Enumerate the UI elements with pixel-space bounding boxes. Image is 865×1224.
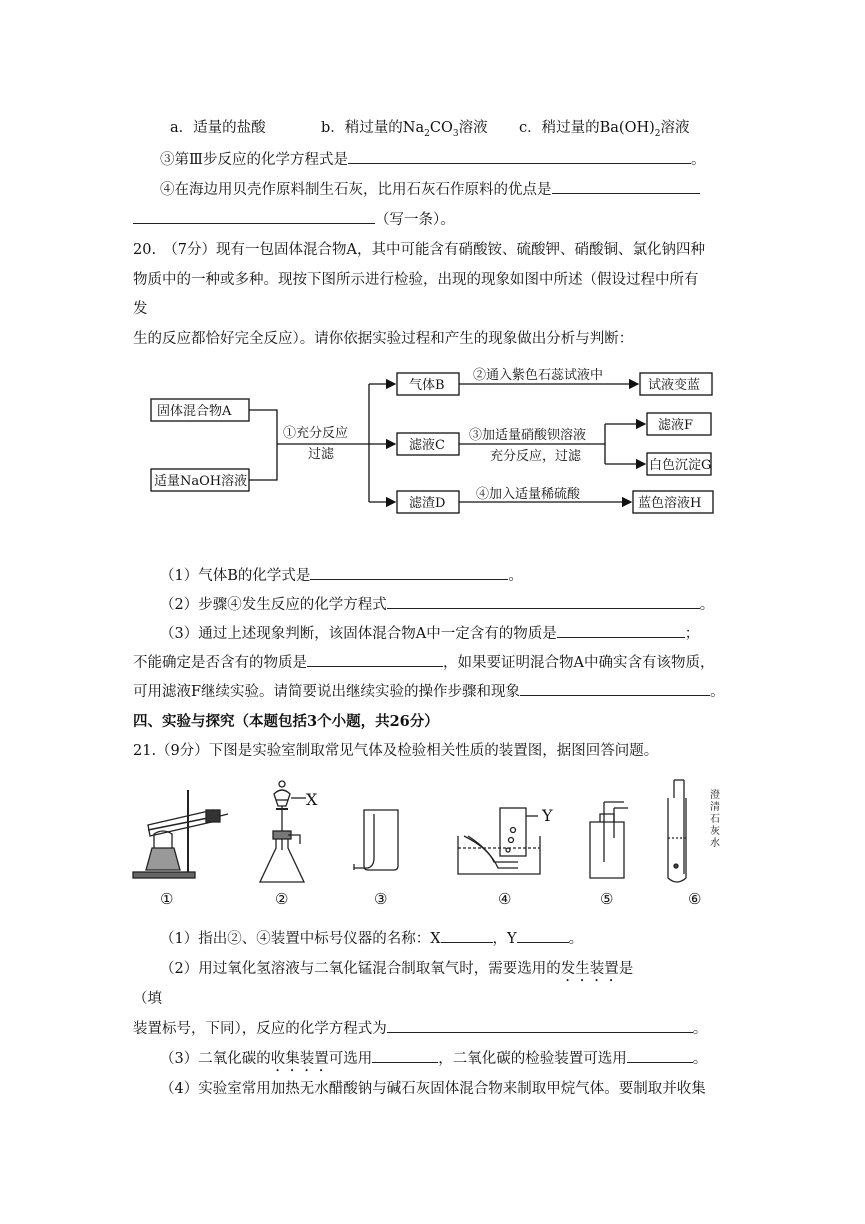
- step1-label-2: 过滤: [308, 447, 335, 462]
- q21-p2-cont: （填: [133, 991, 162, 1007]
- apparatus-3: [354, 810, 398, 870]
- box-precipitate-g: 白色沉淀G: [649, 458, 712, 473]
- box-naoh: 适量NaOH溶液: [154, 474, 248, 489]
- svg-text:灰: 灰: [710, 826, 720, 837]
- q20-p2: （2）步骤④发生反应的化学方程式 。: [160, 593, 714, 614]
- q21-p2: （2）用过氧化氢溶液与二氧化锰混合制取氧气时，需要选用的发生装置是: [160, 961, 634, 977]
- q20-p3c: 可用滤液F继续实验。请简要说出继续实验的操作步骤和现象 。: [133, 680, 725, 701]
- q21-apparatus-figure: [128, 778, 733, 908]
- answer-blank[interactable]: [348, 148, 691, 164]
- answer-blank[interactable]: [387, 1017, 693, 1033]
- q21-p3: （3）二氧化碳的收集装置可选用 ，二氧化碳的检验装置可选用 。: [160, 1047, 707, 1075]
- q20-p3b: 不能确定是否含有的物质是 ，如果要证明混合物A中确实含有该物质，: [133, 651, 714, 672]
- step4-label: ④加入适量稀硫酸: [476, 487, 581, 502]
- q19-option-c: c．稍过量的$Ba(OH)_2$溶液: [519, 120, 690, 139]
- q20-p3: （3）通过上述现象判断，该固体混合物A中一定含有的物质是 ；: [160, 622, 699, 643]
- q20-intro-3: 发: [133, 301, 148, 317]
- step2-label: ②通入紫色石蕊试液中: [473, 368, 604, 383]
- svg-text:石: 石: [710, 814, 720, 825]
- apparatus-number-3: ③: [374, 890, 388, 908]
- answer-blank[interactable]: [387, 593, 700, 609]
- box-mixture-a: 固体混合物A: [157, 404, 232, 419]
- step1-label: ①充分反应: [283, 426, 349, 441]
- q19-step3: ③第Ⅲ步反应的化学方程式是 。: [160, 148, 705, 169]
- section-4-heading: 四、实验与探究（本题包括3个小题，共26分）: [133, 713, 439, 730]
- answer-blank[interactable]: [557, 622, 685, 638]
- apparatus-5: [590, 802, 628, 878]
- q20-intro-1: 20. （7分）现有一包固体混合物A，其中可能含有硝酸铵、硫酸钾、硝酸铜、氯化钠四种: [133, 242, 706, 258]
- answer-blank[interactable]: [627, 1047, 693, 1063]
- answer-blank-y[interactable]: [517, 927, 569, 943]
- step3-label-2: 充分反应，过滤: [490, 449, 582, 464]
- result-b: 试液变蓝: [648, 378, 701, 393]
- answer-blank-x[interactable]: [441, 927, 493, 943]
- q20-intro-4: 生的反应都恰好完全反应）。请你依据实验过程和产生的现象做出分析与判断：: [133, 331, 634, 347]
- q21-p1: （1）指出②、④装置中标号仪器的名称：X ，Y 。: [160, 927, 583, 948]
- answer-blank[interactable]: [307, 651, 443, 667]
- answer-blank[interactable]: [133, 208, 375, 224]
- label-x: X: [306, 790, 318, 809]
- svg-text:水: 水: [710, 838, 720, 849]
- box-filtrate-c: 滤液C: [409, 438, 445, 453]
- q21-p4: （4）实验室常用加热无水醋酸钠与碱石灰固体混合物来制取甲烷气体。要制取并收集: [160, 1081, 706, 1097]
- apparatus-number-4: ④: [498, 890, 512, 908]
- q19-option-b: b．稍过量的$Na_2CO_3$溶液: [321, 120, 488, 139]
- label-y: Y: [542, 806, 553, 825]
- q19-step4: ④在海边用贝壳作原料制生石灰，比用石灰石作原料的优点是: [160, 178, 700, 199]
- q20-intro-2: 物质中的一种或多种。现按下图所示进行检验，出现的现象如图中所述（假设过程中所有: [133, 272, 699, 288]
- apparatus-number-5: ⑤: [600, 890, 614, 908]
- box-filtrate-f: 滤液F: [658, 418, 694, 433]
- box-gas-b: 气体B: [409, 378, 445, 393]
- q20-p1: （1）气体B的化学式是 。: [160, 564, 523, 585]
- q21-intro: 21.（9分）下图是实验室制取常见气体及检验相关性质的装置图，据图回答问题。: [133, 743, 659, 759]
- apparatus-number-2: ②: [275, 890, 289, 908]
- answer-blank[interactable]: [372, 1047, 438, 1063]
- q21-p2-cont2: 装置标号，下同），反应的化学方程式为 。: [133, 1017, 707, 1038]
- svg-text:澄: 澄: [710, 790, 720, 801]
- q19-option-a: a．适量的盐酸: [170, 120, 266, 136]
- box-solution-h: 蓝色溶液H: [638, 496, 702, 511]
- answer-blank[interactable]: [520, 680, 710, 696]
- apparatus-6: [668, 780, 686, 882]
- apparatus-1: [133, 790, 228, 878]
- apparatus-4: [458, 808, 540, 874]
- limewater-label: [710, 789, 720, 849]
- apparatus-number-1: ①: [160, 890, 174, 908]
- apparatus-2: [260, 781, 306, 882]
- box-residue-d: 滤渣D: [409, 496, 446, 511]
- step3-label: ③加适量硝酸钡溶液: [469, 428, 587, 443]
- apparatus-number-6: ⑥: [688, 890, 702, 908]
- svg-text:清: 清: [710, 802, 720, 813]
- answer-blank[interactable]: [310, 564, 508, 580]
- q20-flowchart: [143, 362, 723, 518]
- q19-step4-cont: （写一条）。: [133, 208, 455, 229]
- answer-blank[interactable]: [552, 178, 700, 194]
